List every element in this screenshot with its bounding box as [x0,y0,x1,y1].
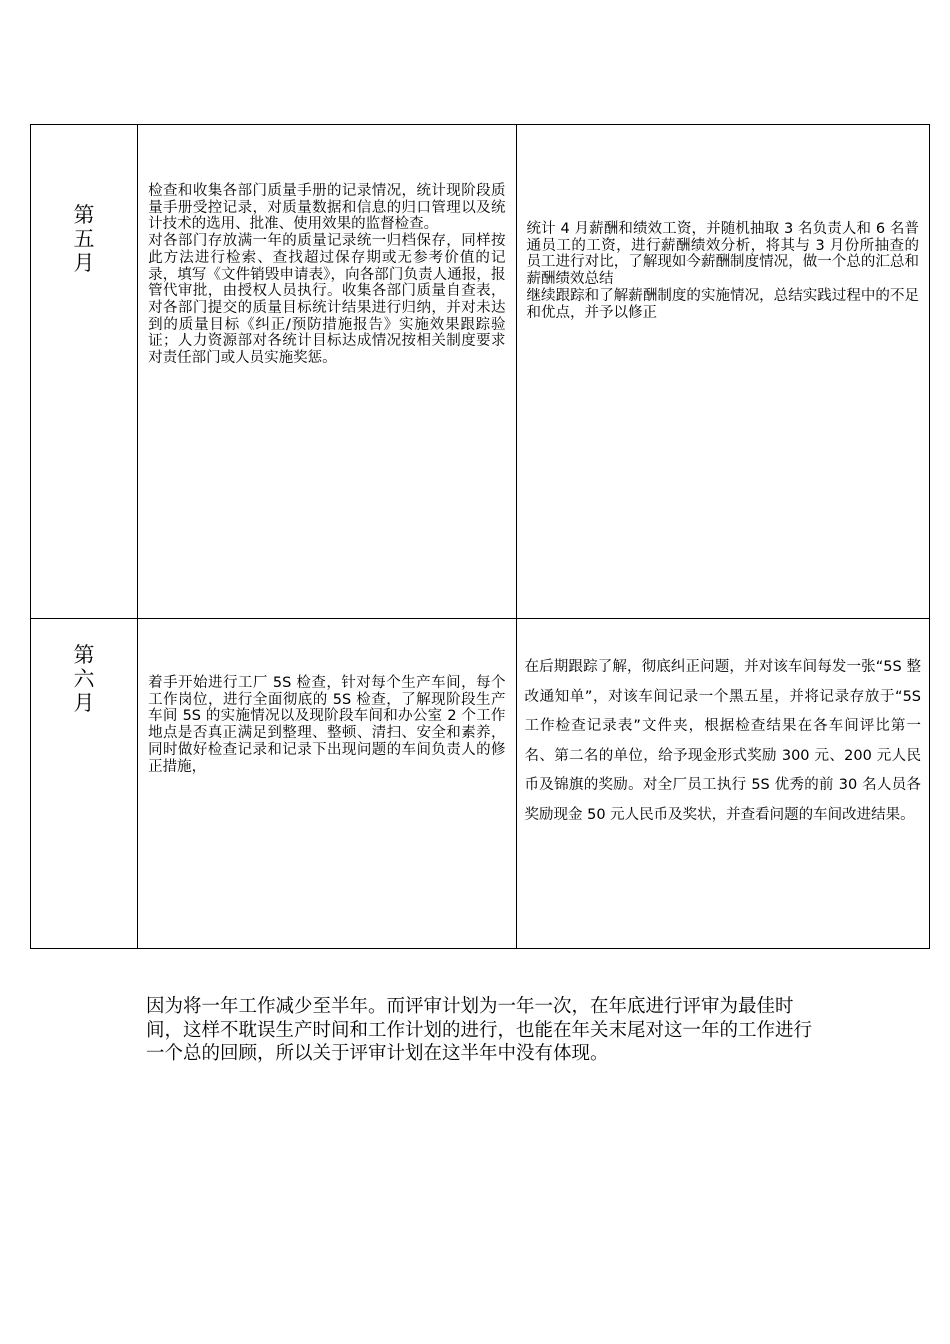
table-row-month-5 [31,125,930,619]
plan-table [30,124,930,949]
month-label: 第五月 [73,203,95,275]
work-paragraph: 着手开始进行工厂 5S 检查，针对每个生产车间，每个工作岗位，进行全面彻底的 5S 检查，了解现阶段生产车间 5S 的实施情况以及现阶段车间和办公室 2 个工作地点是否真正满足到整理、整顿、清扫、安全和素养，同时做好检查记录和记录下出现问题的车间负责人的修正措施， [148,675,506,775]
month-label: 第六月 [73,643,95,715]
month-cell [31,125,138,619]
work-cell [138,125,516,619]
work-paragraph: 对各部门存放满一年的质量记录统一归档保存，同样按此方法进行检索、查找超过保存期或无参考价值的记录，填写《文件销毁申请表》，向各部门负责人通报，报管代审批，由授权人员执行。收集各部门质量自查表，对各部门提交的质量目标统计结果进行归纳，并对未达到的质量目标《纠正/预防措施报告》实施效果跟踪验证；人力资源部对各统计目标达成情况按相关制度要求对责任部门或人员实施奖惩。 [148,233,506,367]
work-paragraph: 检查和收集各部门质量手册的记录情况，统计现阶段质量手册受控记录，对质量数据和信息的归口管理以及统计技术的选用、批准、使用效果的监督检查。 [148,183,506,233]
result-paragraph: 统计 4 月薪酬和绩效工资，并随机抽取 3 名负责人和 6 名普通员工的工资，进行薪酬绩效分析，将其与 3 月份所抽查的员工进行对比，了解现如今薪酬制度情况，做一个总的汇总和薪酬绩效总结 [526,221,919,288]
result-cell [516,619,929,949]
result-paragraph: 在后期跟踪了解，彻底纠正问题，并对该车间每发一张“5S 整改通知单”，对该车间记录一个黑五星，并将记录存放于“5S 工作检查记录表”文件夹，根据检查结果在各车间评比第一名、第二名的单位，给予现金形式奖励 300 元、200 元人民币及锦旗的奖励。对全厂员工执行 5S 优秀的前 30 名人员各奖励现金 50 元人民币及奖状，并查看问题的车间改进结果。 [524,659,921,823]
note-text: 因为将一年工作减少至半年。而评审计划为一年一次，在年底进行评审为最佳时间，这样不耽误生产时间和工作计划的进行，也能在年关末尾对这一年的工作进行一个总的回顾，所以关于评审计划在这半年中没有体现。 [146,996,813,1064]
closing-note [146,995,814,1066]
result-cell [516,125,929,619]
table-row-month-6 [31,619,930,949]
month-cell [31,619,138,949]
result-paragraph: 继续跟踪和了解薪酬制度的实施情况，总结实践过程中的不足和优点，并予以修正 [526,287,919,321]
work-cell [138,619,516,949]
